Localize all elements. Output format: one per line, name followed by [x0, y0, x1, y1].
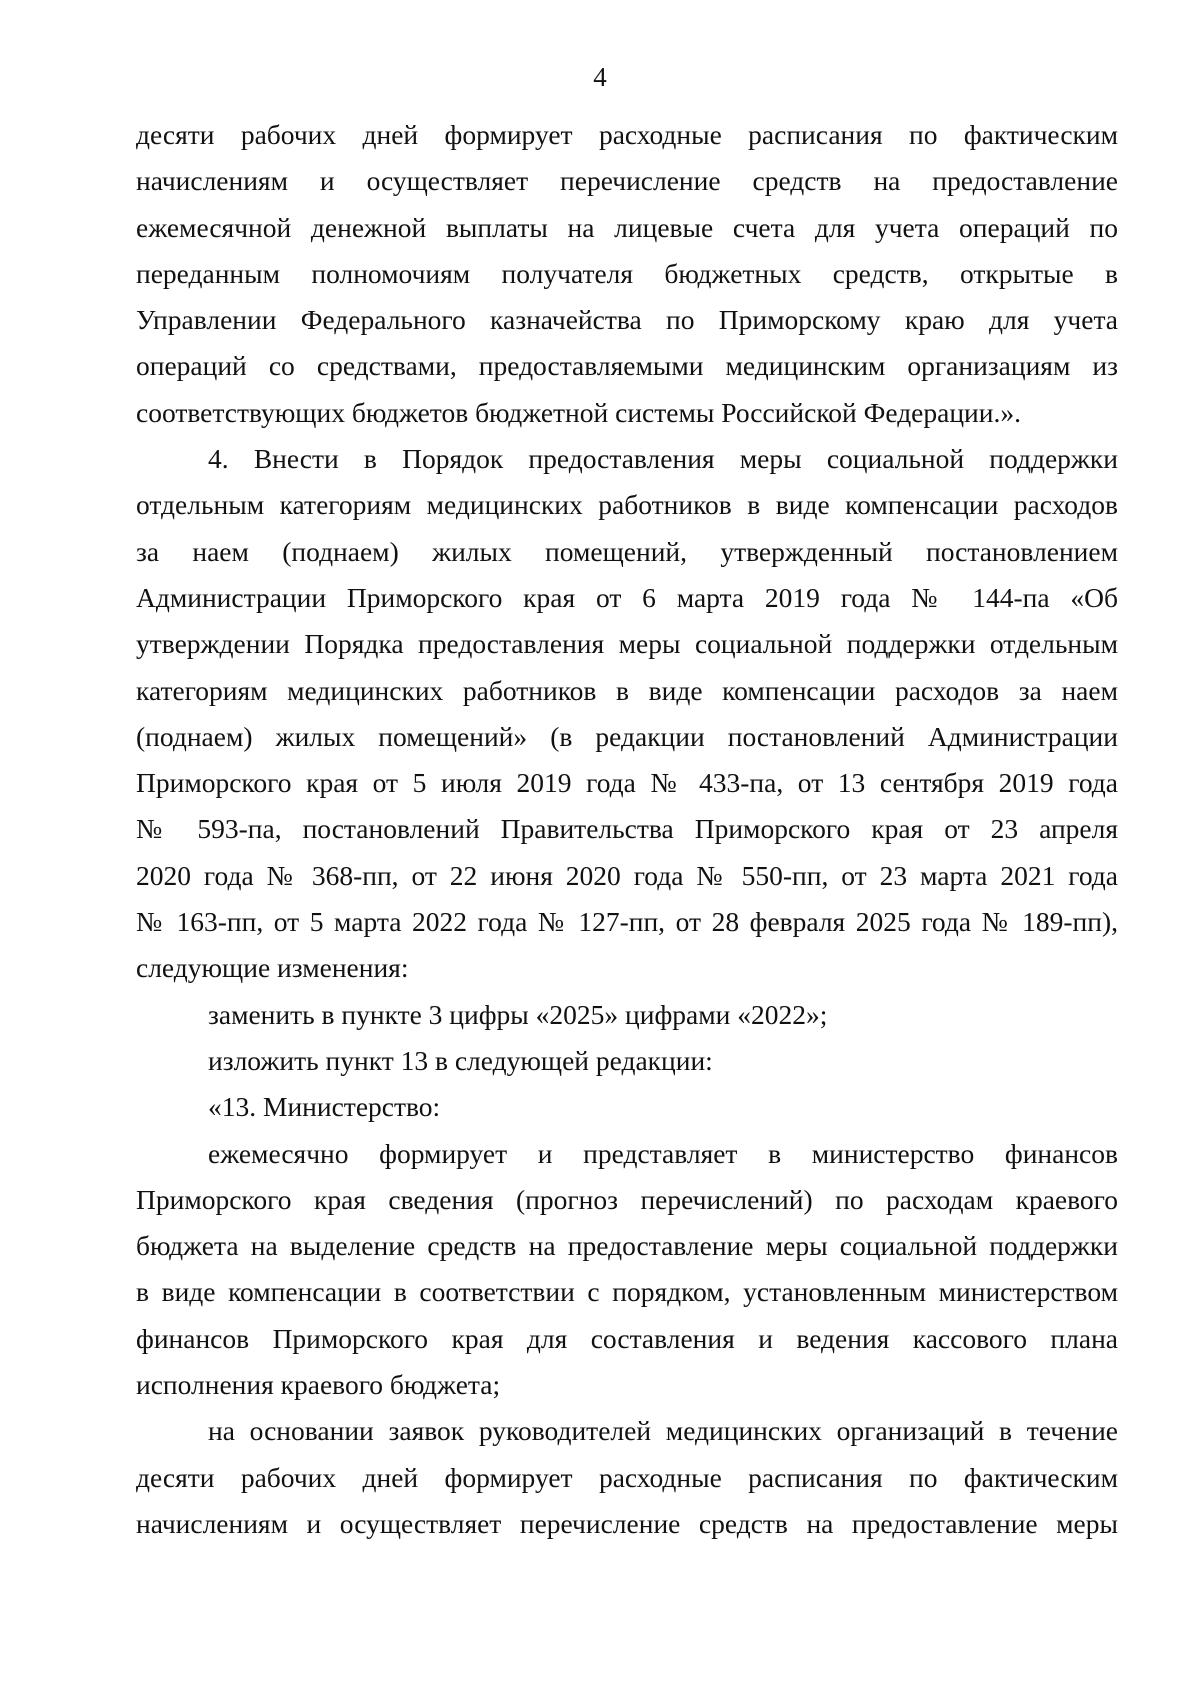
text-line: бюджета на выделение средств на предоставление меры социальной поддержки [136, 1230, 1118, 1262]
text-line: утверждении Порядка предоставления меры социальной поддержки отдельным [136, 628, 1118, 660]
text-line: начислениям и осуществляет перечисление средств на предоставление меры [136, 1507, 1118, 1539]
text-line: десяти рабочих дней формирует расходные расписания по фактическим [136, 119, 1118, 150]
text-line: ежемесячно формирует и представляет в министерство финансов [208, 1137, 1118, 1169]
text-line: Приморского края от 5 июля 2019 года № 433-па, от 13 сентября 2019 года [136, 767, 1118, 799]
text-line: № 163-пп, от 5 марта 2022 года № 127-пп, от 28 февраля 2025 года № 189-пп), [136, 906, 1118, 938]
text-line: начислениям и осуществляет перечисление средств на предоставление [136, 165, 1118, 197]
text-line: «13. Министерство: [208, 1091, 441, 1123]
text-line: 2020 года № 368-пп, от 22 июня 2020 года № 550-пп, от 23 марта 2021 года [136, 859, 1118, 891]
text-line: ежемесячной денежной выплаты на лицевые счета для учета операций по [136, 211, 1118, 243]
text-line: за наем (поднаем) жилых помещений, утвержденный постановлением [136, 535, 1118, 567]
text-line: соответствующих бюджетов бюджетной системы Российской Федерации.». [136, 396, 1021, 428]
document-body [136, 112, 1118, 1547]
text-line: операций со средствами, предоставляемыми медицинским организациям из [136, 350, 1118, 382]
text-line: на основании заявок руководителей медицинских организаций в течение [208, 1415, 1118, 1447]
text-line: 4. Внести в Порядок предоставления меры социальной поддержки [208, 443, 1118, 475]
text-line: (поднаем) жилых помещений» (в редакции постановлений Администрации [136, 720, 1118, 752]
text-line: Приморского края сведения (прогноз перечислений) по расходам краевого [136, 1183, 1118, 1215]
text-line: в виде компенсации в соответствии с порядком, установленным министерством [136, 1276, 1118, 1308]
text-line: Управлении Федерального казначейства по Приморскому краю для учета [136, 304, 1118, 336]
text-line: исполнения краевого бюджета; [136, 1369, 501, 1401]
text-line: № 593-па, постановлений Правительства Приморского края от 23 апреля [136, 813, 1118, 845]
text-line: финансов Приморского края для составления и ведения кассового плана [136, 1322, 1118, 1354]
text-line: переданным полномочиям получателя бюджетных средств, открытые в [136, 257, 1118, 289]
text-line: заменить в пункте 3 цифры «2025» цифрами «2022»; [208, 998, 828, 1030]
text-line: следующие изменения: [136, 952, 409, 984]
text-line: Администрации Приморского края от 6 марта 2019 года № 144-па «Об [136, 581, 1118, 613]
text-line: десяти рабочих дней формирует расходные расписания по фактическим [136, 1461, 1118, 1493]
text-line: категориям медицинских работников в виде компенсации расходов за наем [136, 674, 1118, 706]
text-line: изложить пункт 13 в следующей редакции: [208, 1044, 713, 1076]
page-number: 4 [593, 62, 607, 92]
text-line: отдельным категориям медицинских работников в виде компенсации расходов [136, 489, 1118, 521]
